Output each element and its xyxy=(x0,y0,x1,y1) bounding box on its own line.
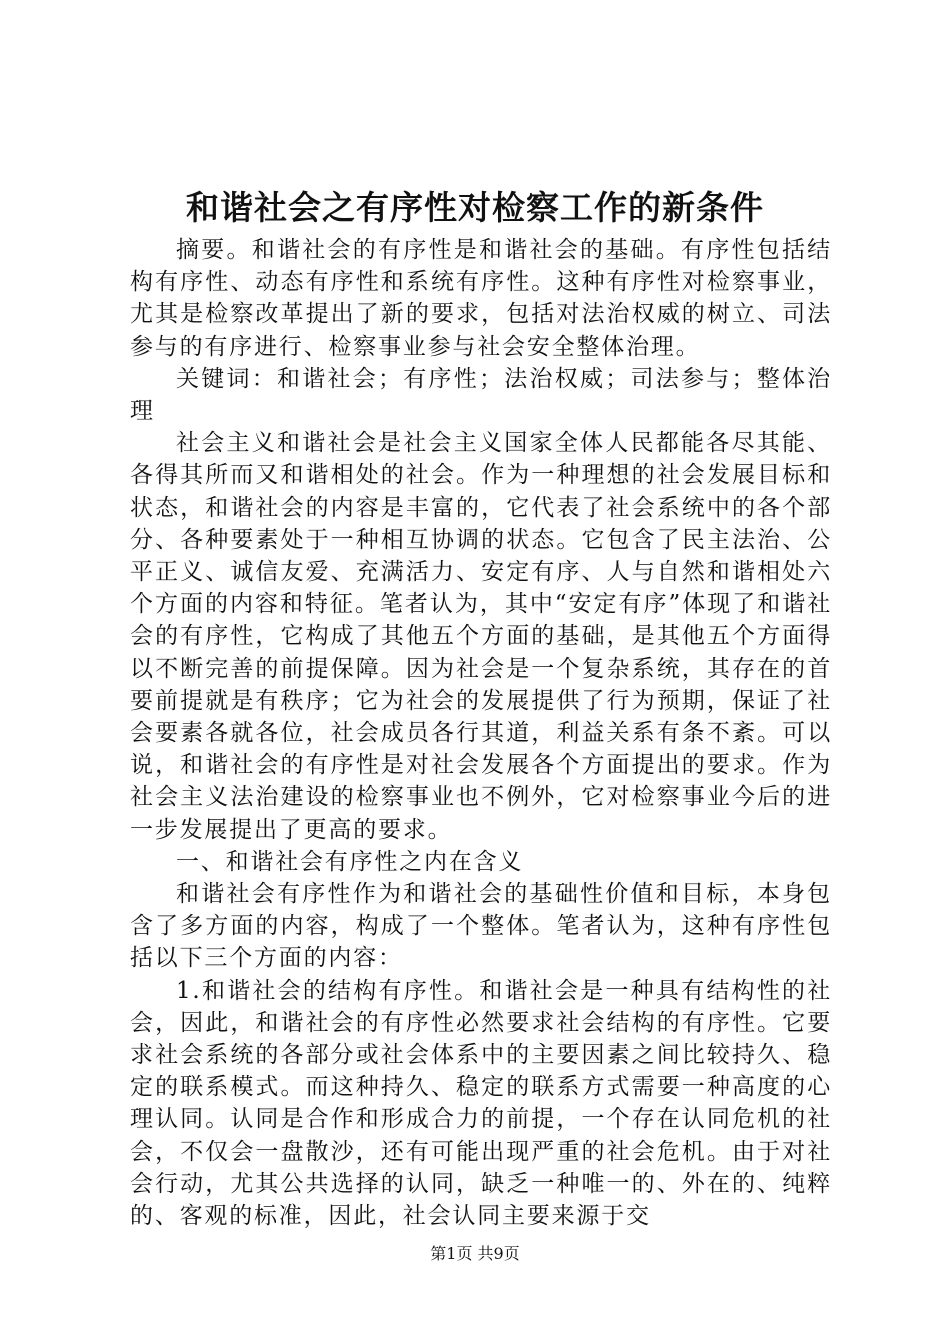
point-paragraph: 1.和谐社会的结构有序性。和谐社会是一种具有结构性的社会，因此，和谐社会的有序性必然要求社会结构的有序性。它要求社会系统的各部分或社会体系中的主要因素之间比较持久、稳定的联系模式。而这种持久、稳定的联系方式需要一种高度的心理认同。认同是合作和形成合力的前提，一个存在认同危机的社会，不仅会一盘散沙，还有可能出现严重的社会危机。由于对社会行动，尤其公共选择的认同，缺乏一种唯一的、外在的、纯粹的、客观的标准，因此，社会认同主要来源于交 xyxy=(130,977,832,1230)
document-title: 和谐社会之有序性对检察工作的新条件 xyxy=(186,188,764,227)
section-paragraph: 和谐社会有序性作为和谐社会的基础性价值和目标，本身包含了多方面的内容，构成了一个整体。笔者认为，这种有序性包括以下三个方面的内容： xyxy=(130,881,832,972)
page-footer: 第1页 共9页 xyxy=(430,1244,520,1263)
intro-paragraph: 社会主义和谐社会是社会主义国家全体人民都能各尽其能、各得其所而又和谐相处的社会。作为一种理想的社会发展目标和状态，和谐社会的内容是丰富的，它代表了社会系统中的各个部分、各种要素处于一种相互协调的状态。它包含了民主法治、公平正义、诚信友爱、充满活力、安定有序、人与自然和谐相处六个方面的内容和特征。笔者认为，其中“安定有序”体现了和谐社会的有序性，它构成了其他五个方面的基础，是其他五个方面得以不断完善的前提保障。因为社会是一个复杂系统，其存在的首要前提就是有秩序；它为社会的发展提供了行为预期，保证了社会要素各就各位，社会成员各行其道，利益关系有条不紊。可以说，和谐社会的有序性是对社会发展各个方面提出的要求。作为社会主义法治建设的检察事业也不例外，它对检察事业今后的进一步发展提出了更高的要求。 xyxy=(130,430,832,843)
section-heading: 一、和谐社会有序性之内在含义 xyxy=(176,848,524,875)
keywords-paragraph: 关键词：和谐社会；有序性；法治权威；司法参与；整体治理 xyxy=(130,365,832,425)
document-body xyxy=(130,234,832,1232)
abstract-paragraph: 摘要。和谐社会的有序性是和谐社会的基础。有序性包括结构有序性、动态有序性和系统有序性。这种有序性对检察事业，尤其是检察改革提出了新的要求，包括对法治权威的树立、司法参与的有序进行、检察事业参与社会安全整体治理。 xyxy=(130,237,832,360)
